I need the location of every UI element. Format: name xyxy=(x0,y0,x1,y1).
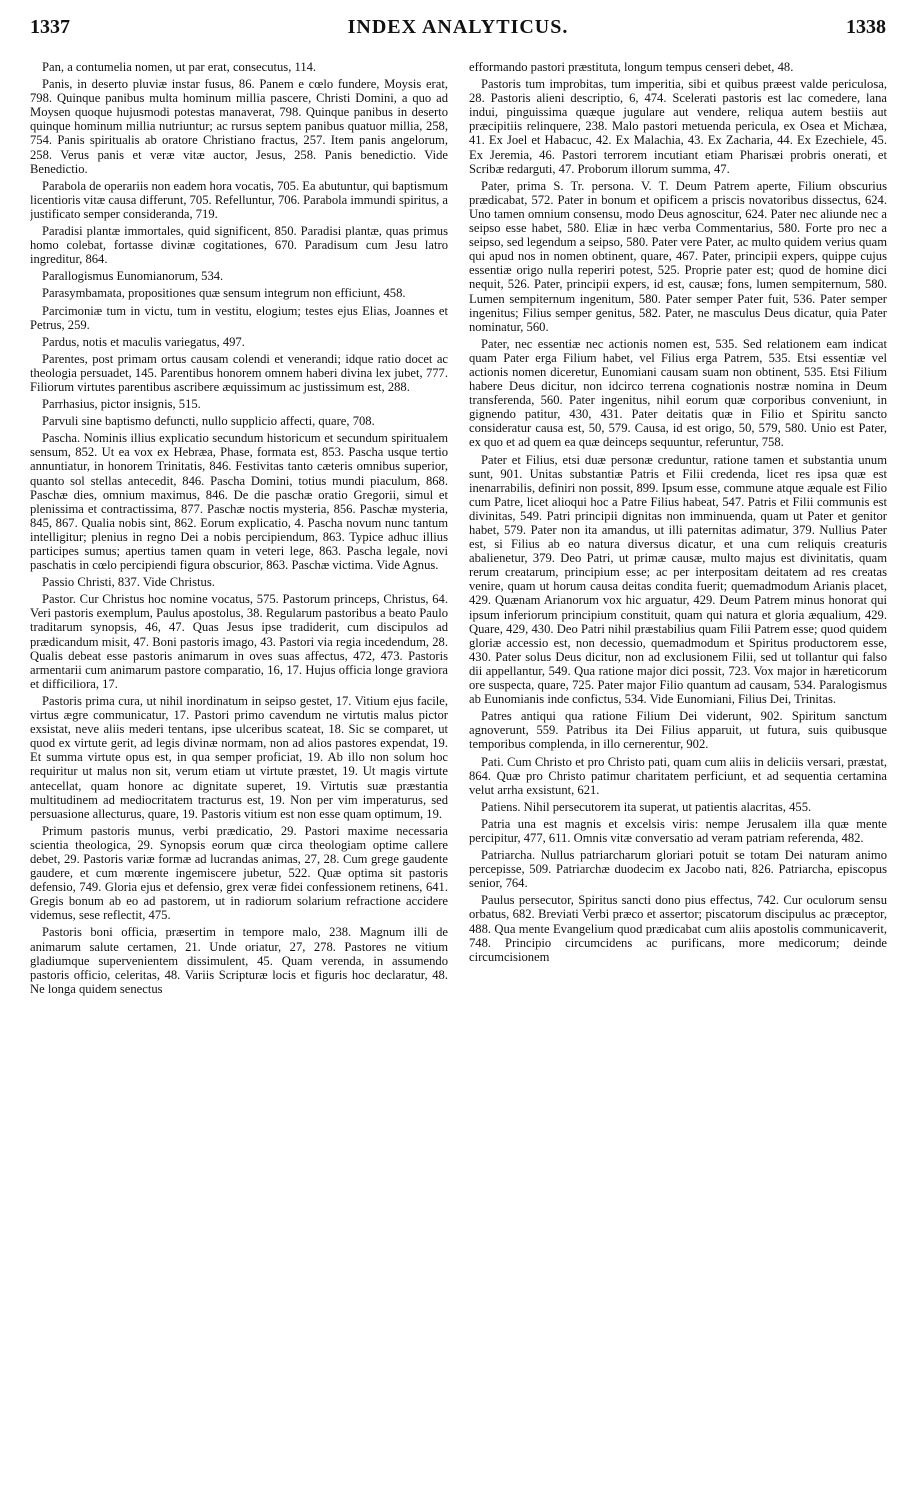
index-entry: Paradisi plantæ immortales, quid significent, 850. Paradisi plantæ, quas primus homo colebat, fortasse divinæ cogitationes, 670. Paradisum cum Jesu latro ingreditur, 864. xyxy=(30,224,448,267)
index-entry: Paulus persecutor, Spiritus sancti dono pius effectus, 742. Cur oculorum sensu orbatus, 682. Breviati Verbi præco et assertor; piscatorum discipulus ac præceptor, 488. Qua mente Evangelium quod prædicabat cum aliis apostolis communicaverit, 748. Principio circumcidens ac purificans, more medicorum; deinde circumcisionem xyxy=(469,893,887,964)
index-entry: Pastoris tum improbitas, tum imperitia, sibi et quibus præest valde periculosa, 28. Pastoris alieni descriptio, 6, 474. Scelerati pastoris est lac comedere, lana indui, pinguissima quæque jugulare aut vendere, reliqua autem bestiis aut præcipitiis relinquere, 238. Malo pastori metuenda pericula, ex Osea et Michæa, 41. Ex Joel et Habacuc, 42. Ex Malachia, 43. Ex Zacharia, 44. Ex Ezechiele, 45. Ex Jeremia, 46. Pastori terrorem incutiant etiam Pharisæi probris onerati, et Scribæ redarguti, 47. Proborum illorum summa, 47. xyxy=(469,77,887,176)
index-entry: Primum pastoris munus, verbi prædicatio, 29. Pastori maxime necessaria scientia theologica, 29. Synopsis eorum quæ circa theologiam optime callere debet, 29. Pastoris variæ formæ ad lucrandas animas, 27, 28. Cum grege gaudente gaudere, et cum mœrente ingemiscere jubetur, 522. Quæ optima sit pastoris defensio, 749. Gloria ejus et defensio, grex veræ fidei confessionem retinens, 641. Gregis bonum ab eo ad pastorem, ut in radiorum solarium refractione accidere videmus, sese reflectit, 475. xyxy=(30,823,448,923)
index-entry: Patriarcha. Nullus patriarcharum gloriari potuit se totam Dei naturam animo percepisse, 509. Patriarchæ duodecim ex Jacobo nati, 826. Patriarcha, episcopus senior, 764. xyxy=(469,848,887,891)
index-entry: Pati. Cum Christo et pro Christo pati, quam cum aliis in deliciis versari, præstat, 864. Quæ pro Christo patimur charitatem perficiunt, et ad sequentia certamina velut arrha exsistunt, 621. xyxy=(469,754,887,797)
left-page-number: 1337 xyxy=(30,16,70,38)
index-entry: Pater et Filius, etsi duæ personæ creduntur, ratione tamen et substantia unum sunt, 901. Unitas substantiæ Patris et Filii credenda, licet res ipsa quæ est inenarrabilis, definiri non possit, 899. Ipsum esse, commune atque æquale est Filio cum Patre, licet alioqui hoc a Patre Filius habeat, 547. Patris et Filii communis est divinitas, 549. Patri principii dignitas non imminuenda, quam ut Pater et genitor habet, 579. Pater non ita amandus, ut illi paternitas adimatur, 379. Nullius Pater est, si Filius ab eo natura diversus dicatur, et una cum reliquis creaturis abalienetur, 379. Deo Patri, ut primæ causæ, multo majus est divinitatis, quam rerum creatarum, principium esse; ac per interpositam deitatem ad res creatas venire, quam ut horum causa deitas condita fuerit; quemadmodum Arianis placet, 429. Quænam Arianorum vox hic arguatur, 429. Deum Patrem minus honorat qui ipsum inferiorum principium constituit, quam qui natura et gloria æqualium, 429. Quare, 429, 430. Deo Patri nihil præstabilius quam Filii Patrem esse; quod quidem gloriæ accessio est, non decessio, quemadmodum et Spiritus productorem esse, 430. Pater solus Deus dicitur, non ad exclusionem Filii, sed ut tollantur qui falso dii appellantur, 549. Qua ratione major dici possit, 723. Vox major in hæreticorum ore suspecta, quare, 725. Pater major Filio quantum ad causam, 534. Paralogismus ab Eunomianis inde confictus, 534. Vide Eunomiani, Filius Dei, Trinitas. xyxy=(469,452,887,707)
index-entry: Parcimoniæ tum in victu, tum in vestitu, elogium; testes ejus Elias, Joannes et Petrus, 259. xyxy=(30,303,448,332)
index-entry: Pater, prima S. Tr. persona. V. T. Deum Patrem aperte, Filium obscurius prædicabat, 572. Pater in bonum et opificem a priscis novatoribus dissectus, 624. Uno tamen omnium consensu, modo Deus agnoscitur, 624. Pater nec aliunde nec a seipso esse habet, 580. Eliæ in hæc verba Commentarius, 580. Forte pro nec a seipso, sed legendum a seipso, 580. Pater vere Pater, ac multo quidem verius quam qui apud nos in nomen obtinent, quare, 467. Pater, principii expers, quippe cujus essentiæ origo nulla reperiri potest, 525. Proprie pater est; quod de homine dici nequit, 526. Pater, principii expers, id est, causæ; fons, lumen sempiternum, 580. Lumen sempiternum ingenitum, 580. Pater semper Pater fuit, 536. Pater semper ingenitus; Filius semper genitus, 582. Pater, ne masculus Deus dicatur, quia Pater nominatur, 560. xyxy=(469,178,887,334)
index-entry: Pastoris boni officia, præsertim in tempore malo, 238. Magnum illi de animarum salute certamen, 21. Unde oriatur, 27, 278. Pastores ne vitium gladiumque supervenientem dissimulent, 45. Quam verenda, in assumendo pastoris officio, celeritas, 48. Variis Scripturæ locis et figuris hoc declaratur, 48. Ne longa quidem senectus xyxy=(30,925,448,996)
index-entry: Parasymbamata, propositiones quæ sensum integrum non efficiunt, 458. xyxy=(42,286,406,301)
index-entry: Pascha. Nominis illius explicatio secundum historicum et secundum spiritualem sensum, 852. Ut ea vox ex Hebræa, Phase, formata est, 853. Pascha usque tertio annuntiatur, in honorem Trinitatis, 846. Festivitas tanto cæteris omnibus superior, quanto sol stellas antecedit, 846. Pascha Domini, totius mundi piaculum, 868. Paschæ dies, omnium maximus, 846. De die paschæ oratio Gregorii, simul et plenissima et contractissima, 877. Paschæ noctis mysteria, 856. Paschæ mysteria, 845, 867. Qualia nobis sint, 862. Eorum explicatio, 4. Pascha novum nunc tantum intelligitur; plenius in regno Dei a nobis percipiendum, 863. Typice adhuc illius participes sumus; apertius tamen quam in veteri lege, 863. Pascha legale, novi paschatis in cœlo percipiendi figura obscurior, 863. Paschæ victima. Vide Agnus. xyxy=(30,431,448,573)
index-entry: Parentes, post primam ortus causam colendi et venerandi; idque ratio docet ac theologia persuadet, 145. Parentibus honorem omnem haberi divina lex jubet, 777. Filiorum virtutes parentibus ascribere æquissimum ac justissimum est, 288. xyxy=(30,351,448,394)
left-column xyxy=(30,60,448,1490)
index-entry: Patres antiqui qua ratione Filium Dei viderunt, 902. Spiritum sanctum agnoverunt, 559. Patribus ita Dei Filius apparuit, ut futura, suis quibusque temporibus complenda, in illo cernerentur, 902. xyxy=(469,709,887,752)
index-entry: Pan, a contumelia nomen, ut par erat, consecutus, 114. xyxy=(42,60,317,74)
running-title: INDEX ANALYTICUS. xyxy=(347,16,569,38)
index-entry: Patria una est magnis et excelsis viris: nempe Jerusalem illa quæ mente percipitur, 477, 611. Omnis vitæ conversatio ad veram patriam referenda, 482. xyxy=(469,816,887,845)
index-entry: Pastoris prima cura, ut nihil inordinatum in seipso gestet, 17. Vitium ejus facile, virtus ægre communicatur, 17. Pastori primo cavendum ne virtutis malus pictor exsistat, neve aliis mederi tentans, ipse ulceribus scateat, 18. Sic se comparet, ut quod ex virtute gerit, ad legis divinæ normam, non ad alios pastores expendat, 19. Et summa virtute opus est, in qua semper proficiat, 19. Ab illo non solum hoc requiritur ut malus non sit, verum etiam ut virtute præstet, 19. Ut magis virtute antecellat, quam honore ac dignitate superet, 19. Virtutis suæ præstantia multitudinem ad mediocritatem tracturus est, 19. Non per vim imperaturus, sed persuasione allecturus, quare, 19. Pastoris vitium est non esse quam optimum, 19. xyxy=(30,693,448,821)
index-entry: Parvuli sine baptismo defuncti, nullo supplicio affecti, quare, 708. xyxy=(42,414,375,429)
index-entry: Pastor. Cur Christus hoc nomine vocatus, 575. Pastorum princeps, Christus, 64. Veri pastoris exemplum, Paulus apostolus, 38. Regularum pastoribus a beato Paulo traditarum synopsis, 46, 47. Quas Jesus ipse tradiderit, cum discipulos ad prædicandum misit, 47. Boni pastoris imago, 43. Pastori via regia incedendum, 28. Qualis debeat esse pastoris animarum in oves suas affectus, 472, 473. Pastoris armentarii cum animarum pastore comparatio, 16, 17. Hujus officia longe graviora et difficiliora, 17. xyxy=(30,592,448,691)
index-entry: efformando pastori præstituta, longum tempus censeri debet, 48. xyxy=(469,60,794,74)
index-entry: Panis, in deserto pluviæ instar fusus, 86. Panem e cœlo fundere, Moysis erat, 798. Quinque panibus multa hominum millia pascere, Christi Domini, a quo ad Moysen quoque hujusmodi potestas manaverat, 798. Quinque panibus in deserto quinque hominum millia nutriuntur; ac rursus septem panibus quatuor millia, 258, 754. Panis spiritualis ab oratore Christiano fractus, 257. Item panis angelorum, 258. Verus panis et veræ vitæ auctor, Jesus, 258. Panis benedictio. Vide Benedictio. xyxy=(30,77,448,176)
index-entry: Pater, nec essentiæ nec actionis nomen est, 535. Sed relationem eam indicat quam Pater erga Filium habet, vel Filius erga Patrem, 535. Etsi essentiæ vel actionis nomen diceretur, Eunomiani causam suam non obtinent, 535. Etsi Filium habere Deus dicitur, non idcirco terrena cognationis nostræ nomina in Deum transferenda, 560. Pater ingenitus, nihil eorum quæ corporibus conveniunt, in gignendo patitur, 430, 431. Pater deitatis quæ in Filio et Spiritu sancto consideratur causa est, 50, 579. Causa, id est origo, 50, 579, 580. Unio est Pater, ex quo et ad quem ea quæ deinceps sequuntur, referuntur, 758. xyxy=(469,336,887,450)
index-entry: Parabola de operariis non eadem hora vocatis, 705. Ea abutuntur, qui baptismum licentioris vitæ causa differunt, 705. Refelluntur, 706. Parabola immundi spiritus, a justificato semper consideranda, 719. xyxy=(30,178,448,221)
index-entry: Passio Christi, 837. Vide Christus. xyxy=(42,575,215,590)
right-page-number: 1338 xyxy=(846,16,886,38)
index-entry: Patiens. Nihil persecutorem ita superat, ut patientis alacritas, 455. xyxy=(481,799,812,814)
index-entry: Parrhasius, pictor insignis, 515. xyxy=(42,397,201,412)
page-header xyxy=(30,16,886,44)
right-column xyxy=(469,60,887,1490)
index-entry: Parallogismus Eunomianorum, 534. xyxy=(42,269,224,284)
index-entry: Pardus, notis et maculis variegatus, 497. xyxy=(42,334,245,349)
